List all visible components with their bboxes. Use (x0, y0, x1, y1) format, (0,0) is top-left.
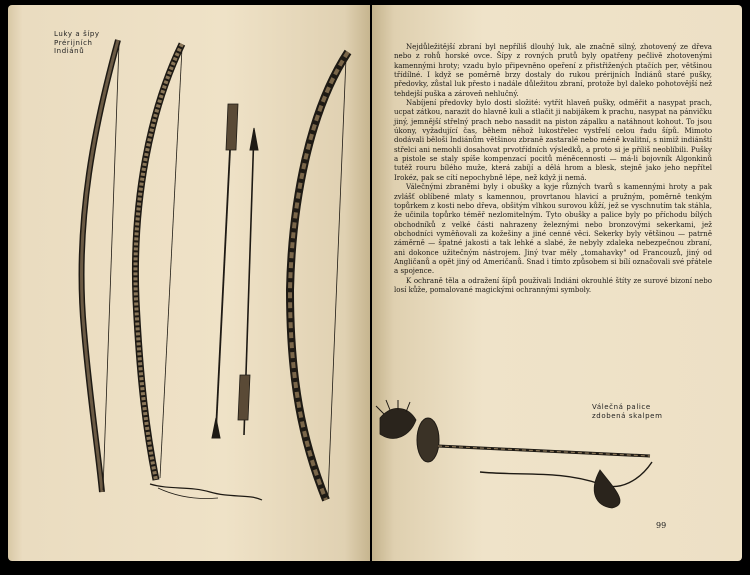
article-text (394, 42, 712, 294)
arrow-illustration-1 (212, 104, 238, 438)
paragraph: Nabíjení předovky bylo dosti složité: vytřít hlaveň pušky, odměřit a nasypat prach, ucpat zátkou, narazit do hlavně kuli a stlačit ji nabijákem k prachu, nasypat na pánvičku jiný, jemnější střelný prach nebo nasadit na piston zápalku a natáhnout kohout. To jsou úkony, vyžadující čas, během něhož lukostřelec vystřelí celou řadu šípů. Mimoto dodávali běloši Indiánům většinou zbraně zastaralé nebo méně kvalitní, s nimiž indiánští střelci ani nemohli dosahovat prvotřídních výsledků, a proto si je příliš neoblíbili. Pušky a pistole se staly spíše kompenzací pocitů méněcennosti — má-li bojovník Algonkinů tutéž rouru bílého muže, která zabíjí a dělá hrom a blesk, stejně jako jeho nepřítel Irokéz, pak se cítí nepochybně lépe, než když ji nemá. (394, 98, 712, 182)
paragraph: Válečnými zbraněmi byly i obušky a kyje různých tvarů s kamennými hroty a pak zvlášť oblíbené mlaty s kamennou, provrtanou hlavicí a pružným, poměrně tenkým topůrkem z kosti nebo dřeva, obšitým vlhkou surovou kůží, jež se vyschnutím tak stáhla, že učinila topůrko téměř nezlomitelným. Tyto obušky a palice byly po příchodu bílých obchodníků z velké části nahrazeny železnými nebo bronzovými sekerkami, jež obchodníci vyměňovali za kožešiny a jiné cenné věci. Sekerky byly většinou — patrně záměrně — špatné jakosti a tak lehké a slabé, že nebyly zdaleka nebezpečnou zbraní, ani dokonce užitečným nástrojem. Jiný tvar měly „tomahavky" od Francouzů, jiný od Angličanů a opět jiný od Američanů. Snad i tímto způsobem si bílí označovali své přátele a spojence. (394, 182, 712, 276)
paragraph: K ochraně těla a odražení šípů používali Indiáni okrouhlé štíty ze surové bizoní nebo losí kůže, pomalované magickými ochrannými symboly. (394, 275, 712, 294)
bow-illustration-2 (135, 44, 262, 500)
bows-caption: Luky a šípy Prérijních Indiánů (54, 30, 100, 55)
bow-illustration-3 (290, 52, 348, 500)
bow-illustration-1 (82, 40, 119, 492)
arrow-illustration-2 (238, 128, 258, 435)
page-number: 99 (656, 521, 667, 530)
paragraph: Nejdůležitější zbraní byl nepříliš dlouhý luk, ale značně silný, zhotovený ze dřeva nebo z rohů horské ovce. Šípy z rovných prutů byly opatřeny pečlivě zhotovenými kamennými hroty; vzadu bylo připevněno opeření z přistřižených ptačích per, většinou třídílné. I když se poměrně brzy dostaly do rukou prérijních Indiánů staré pušky, předovky, zůstal luk přesto i nadále důležitou zbraní, protože byl daleko pohotovější než tehdejší puška a zároveň nehlučný. (394, 42, 712, 98)
club-caption: Válečná palice zdobená skalpem (592, 403, 663, 420)
